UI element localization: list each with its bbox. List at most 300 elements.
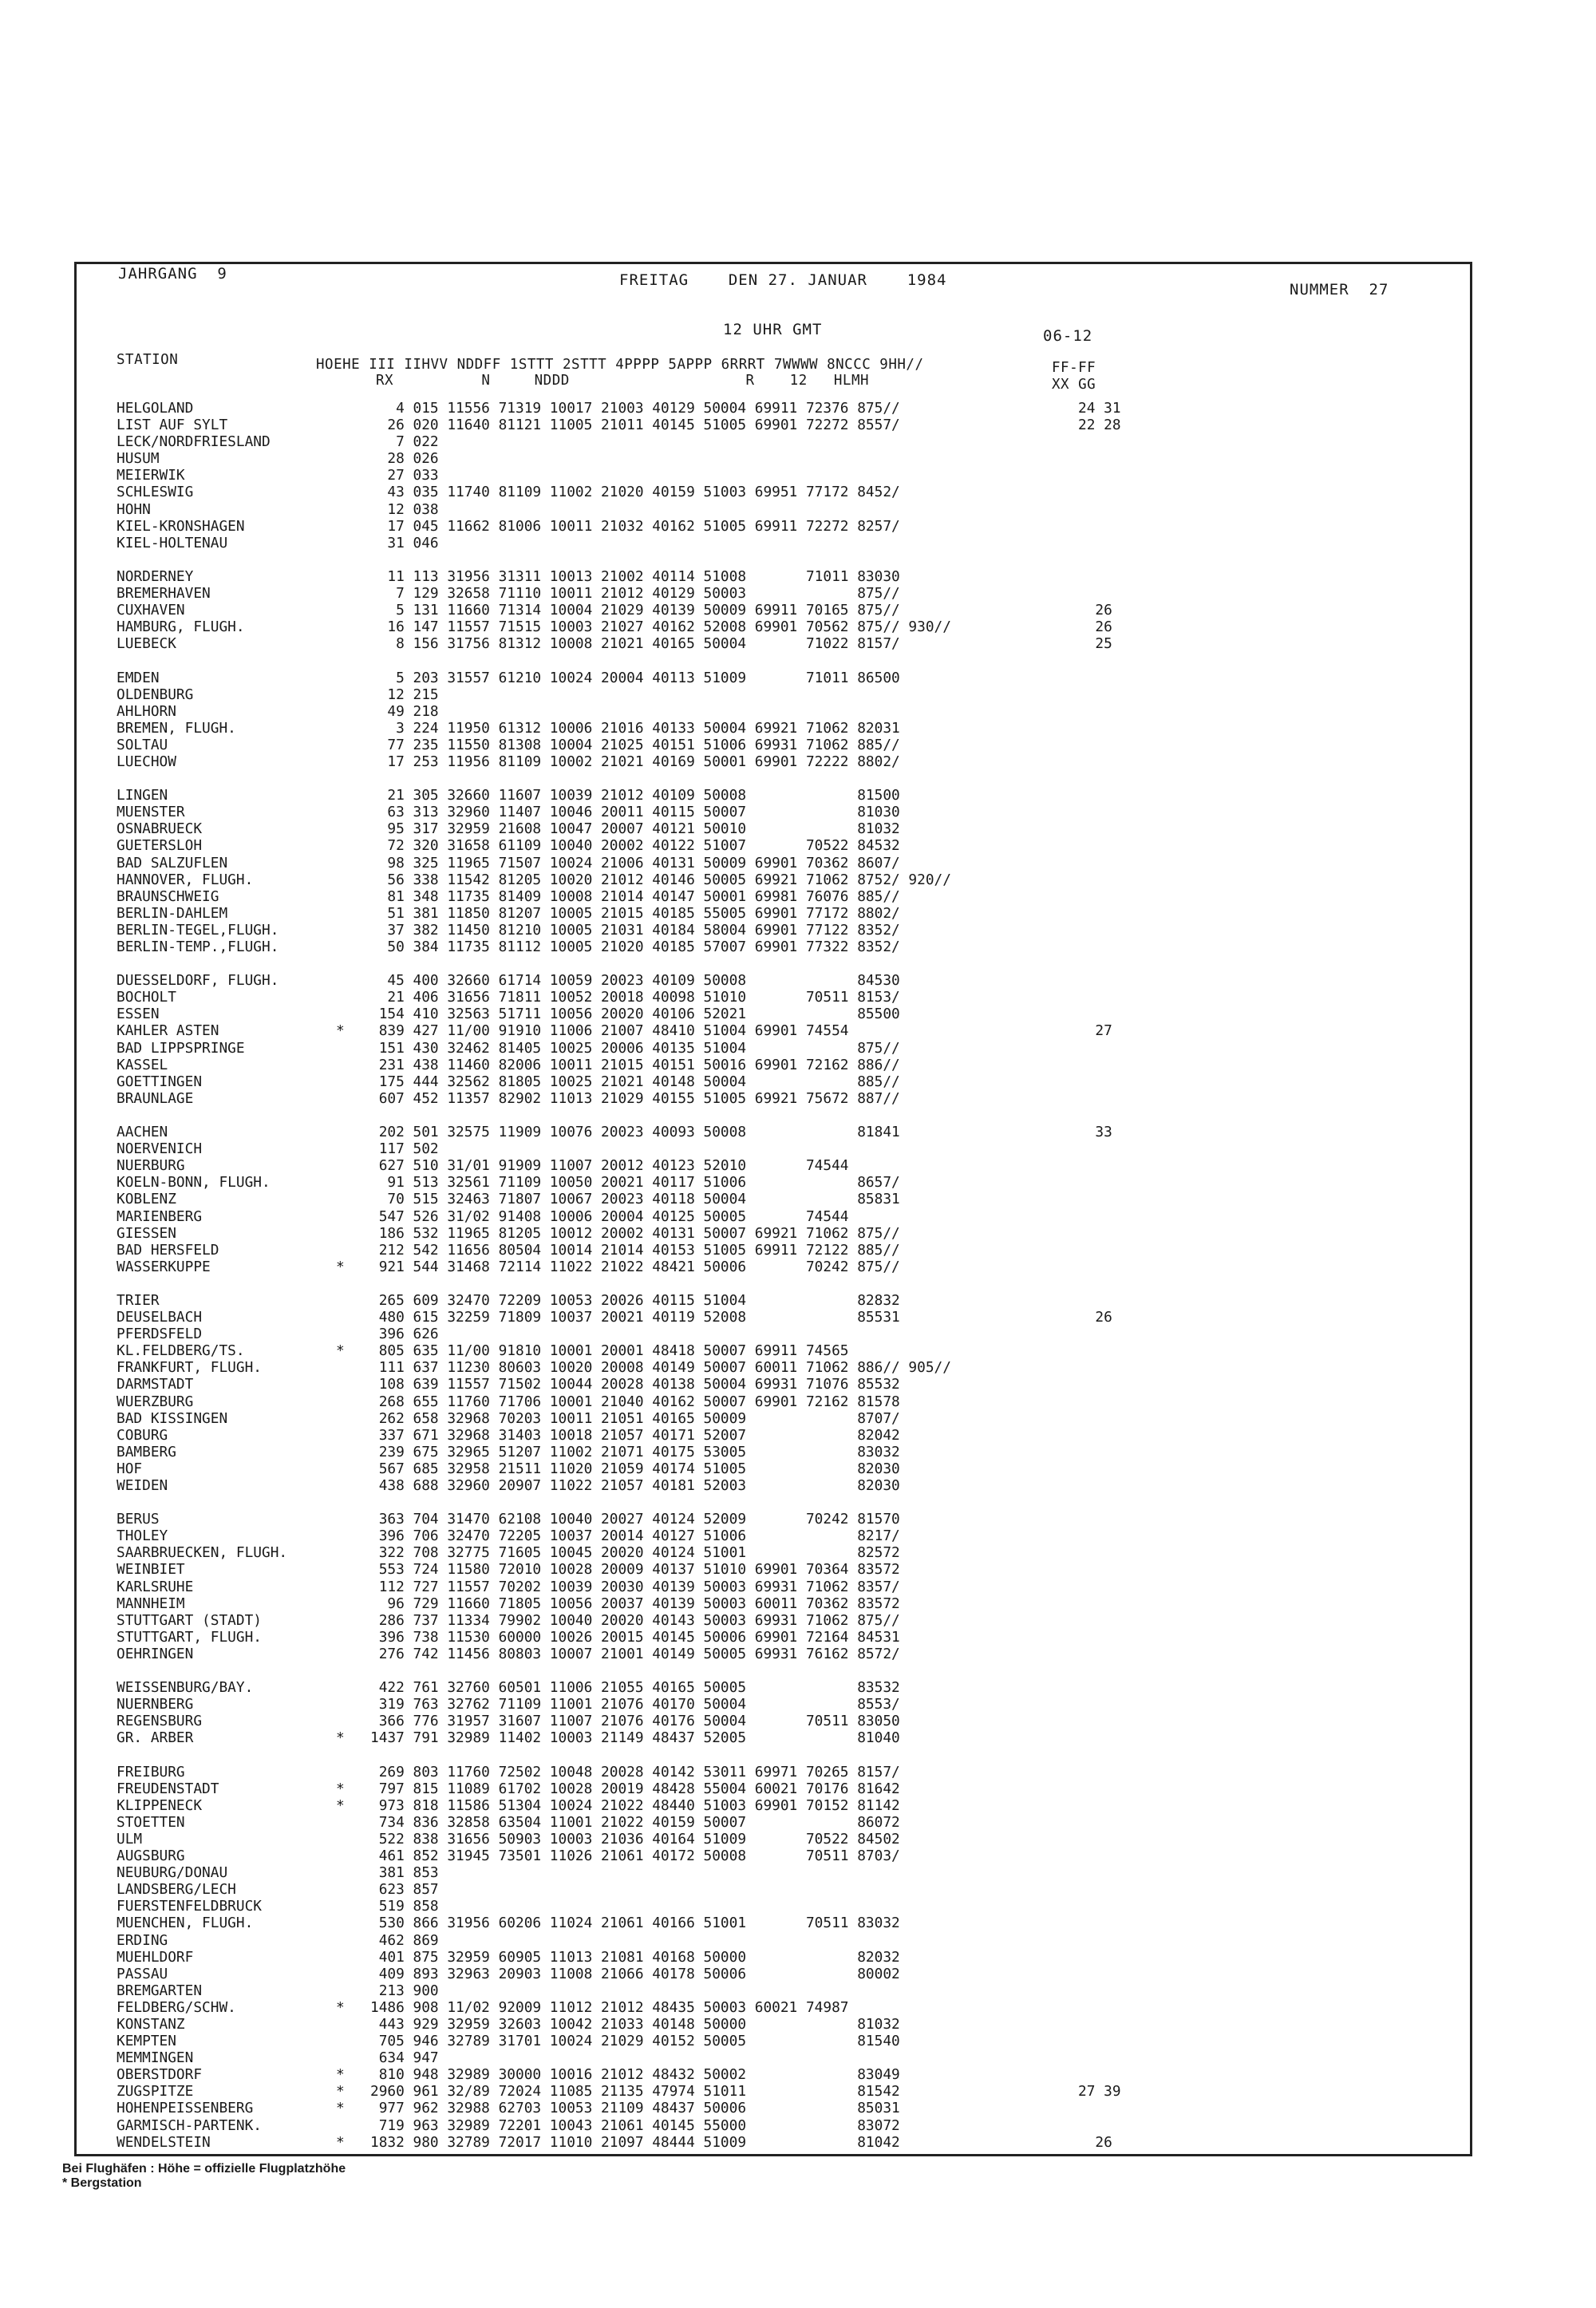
- observation-values: 95 317 32959 21608 10047 20007 40121 50010 81032: [370, 820, 900, 838]
- wind-gust-values: 26: [1078, 2133, 1112, 2151]
- mountain-station-marker: *: [336, 1022, 345, 1040]
- wind-gust-values: 26: [1078, 602, 1112, 619]
- observation-time: 12 UHR GMT: [723, 321, 823, 338]
- table-row: [117, 939, 1457, 955]
- station-name: COBURG: [117, 1426, 168, 1444]
- table-row: [117, 1174, 1457, 1191]
- station-name: BREMERHAVEN: [117, 585, 211, 603]
- table-row: [117, 1966, 1457, 1982]
- station-name: HELGOLAND: [117, 400, 194, 417]
- observation-values: 396 626: [370, 1326, 439, 1343]
- station-name: WEISSENBURG/BAY.: [117, 1679, 254, 1697]
- table-row: [117, 855, 1457, 871]
- table-row: [117, 450, 1457, 467]
- observation-values: 973 818 11586 51304 10024 21022 48440 51003 69901 70152 81142: [370, 1796, 900, 1814]
- station-name: OLDENBURG: [117, 686, 194, 703]
- ff-header-1: FF-FF: [1052, 360, 1096, 376]
- observation-values: 8 156 31756 81312 10008 21021 40165 50004 71022 8157/: [370, 635, 900, 653]
- observation-values: 443 929 32959 32603 10042 21033 40148 50000 81032: [370, 2016, 900, 2033]
- table-row: [117, 2117, 1457, 2134]
- table-row: [117, 535, 1457, 551]
- observation-values: 72 320 31658 61109 10040 20002 40122 51007 70522 84532: [370, 837, 900, 855]
- observation-values: 522 838 31656 50903 10003 21036 40164 51009 70522 84502: [370, 1830, 900, 1848]
- table-row: [117, 1898, 1457, 1915]
- station-name: DARMSTADT: [117, 1376, 194, 1393]
- station-name: BERLIN-DAHLEM: [117, 904, 228, 922]
- table-row: [117, 1140, 1457, 1157]
- station-name: BRAUNLAGE: [117, 1089, 194, 1107]
- table-row: [117, 720, 1457, 737]
- observation-values: 396 706 32470 72205 10037 20014 40127 51006 8217/: [370, 1527, 900, 1545]
- station-name: KOBLENZ: [117, 1191, 176, 1208]
- wind-gust-values: 26: [1078, 1309, 1112, 1326]
- observation-values: 401 875 32959 60905 11013 21081 40168 50000 82032: [370, 1948, 900, 1966]
- table-row: [117, 1629, 1457, 1646]
- observation-values: 322 708 32775 71605 10045 20020 40124 51001 82572: [370, 1544, 900, 1562]
- observation-values: 17 253 11956 81109 10002 21021 40169 50001 69901 72222 8802/: [370, 753, 900, 770]
- observation-values: 77 235 11550 81308 10004 21025 40151 51006 69931 71062 885//: [370, 736, 900, 753]
- station-name: GUETERSLOH: [117, 837, 203, 855]
- station-name: ULM: [117, 1830, 143, 1848]
- observation-values: 519 858: [370, 1898, 439, 1915]
- observation-values: 381 853: [370, 1864, 439, 1882]
- table-row: [117, 1057, 1457, 1073]
- table-row: [117, 1090, 1457, 1107]
- table-row: [117, 1797, 1457, 1814]
- observation-values: 154 410 32563 51711 10056 20020 40106 52021 85500: [370, 1006, 900, 1023]
- observation-values: 70 515 32463 71807 10067 20023 40118 50004 85831: [370, 1191, 900, 1208]
- table-row: [117, 2049, 1457, 2066]
- observation-values: 547 526 31/02 91408 10006 20004 40125 50005 74544: [370, 1207, 849, 1225]
- observation-values: 396 738 11530 60000 10026 20015 40145 50006 69901 72164 84531: [370, 1628, 900, 1646]
- mountain-station-marker: *: [336, 1342, 345, 1360]
- observation-values: 5 203 31557 61210 10024 20004 40113 51009 71011 86500: [370, 669, 900, 686]
- observation-values: 11 113 31956 31311 10013 21002 40114 51008 71011 83030: [370, 567, 900, 585]
- observation-values: 50 384 11735 81112 10005 21020 40185 57007 69901 77322 8352/: [370, 939, 900, 955]
- observation-values: 112 727 11557 70202 10039 20030 40139 50003 69931 71062 8357/: [370, 1578, 900, 1595]
- observation-values: 530 866 31956 60206 11024 21061 40166 51001 70511 83032: [370, 1915, 900, 1932]
- station-name: DEUSELBACH: [117, 1309, 203, 1326]
- observation-values: 734 836 32858 63504 11001 21022 40159 50007 86072: [370, 1813, 900, 1831]
- section-gap: [117, 955, 1457, 972]
- mountain-station-marker: *: [336, 1258, 345, 1275]
- station-name: BRAUNSCHWEIG: [117, 887, 219, 905]
- observation-values: 1437 791 32989 11402 10003 21149 48437 52005 81040: [370, 1729, 900, 1747]
- observation-values: 480 615 32259 71809 10037 20021 40119 52008 85531: [370, 1309, 900, 1326]
- table-row: [117, 1949, 1457, 1966]
- station-name: ESSEN: [117, 1006, 160, 1023]
- table-row: [117, 1511, 1457, 1527]
- observation-values: 213 900: [370, 1982, 439, 1999]
- station-name: KONSTANZ: [117, 2016, 185, 2033]
- table-row: [117, 1848, 1457, 1864]
- station-name: CUXHAVEN: [117, 602, 185, 619]
- observation-values: 797 815 11089 61702 10028 20019 48428 55004 60021 70176 81642: [370, 1780, 900, 1797]
- table-row: [117, 737, 1457, 753]
- table-row: [117, 1999, 1457, 2016]
- observation-values: 63 313 32960 11407 10046 20011 40115 50007 81030: [370, 804, 900, 821]
- station-name: ERDING: [117, 1931, 168, 1949]
- observation-values: 111 637 11230 80603 10020 20008 40149 50007 60011 71062 886// 905//: [370, 1359, 951, 1377]
- observation-values: 810 948 32989 30000 10016 21012 48432 50002 83049: [370, 2066, 900, 2084]
- table-row: [117, 1982, 1457, 1999]
- observation-values: 567 685 32958 21511 11020 21059 40174 51005 82030: [370, 1460, 900, 1477]
- section-gap: [117, 1494, 1457, 1511]
- observation-values: 977 962 32988 62703 10053 21109 48437 50006 85031: [370, 2100, 900, 2117]
- observation-values: 108 639 11557 71502 10044 20028 40138 50004 69931 71076 85532: [370, 1376, 900, 1393]
- observation-values: 1832 980 32789 72017 11010 21097 48444 51009 81042: [370, 2133, 900, 2151]
- observation-values: 705 946 32789 31701 10024 21029 40152 50005 81540: [370, 2033, 900, 2050]
- table-row: [117, 670, 1457, 686]
- observation-values: 212 542 11656 80504 10014 21014 40153 51005 69911 72122 885//: [370, 1241, 900, 1259]
- station-name: LUECHOW: [117, 753, 176, 770]
- observation-values: 634 947: [370, 2049, 439, 2067]
- station-name: LUEBECK: [117, 635, 176, 653]
- station-name: OEHRINGEN: [117, 1645, 194, 1662]
- station-name: SOLTAU: [117, 736, 168, 753]
- observation-values: 28 026: [370, 450, 439, 468]
- table-row: [117, 618, 1457, 635]
- table-row: [117, 1864, 1457, 1881]
- table-row: [117, 635, 1457, 652]
- station-name: REGENSBURG: [117, 1713, 203, 1730]
- observation-values: 49 218: [370, 702, 439, 720]
- station-name: MARIENBERG: [117, 1207, 203, 1225]
- table-row: [117, 1427, 1457, 1444]
- station-name: EMDEN: [117, 669, 160, 686]
- station-name: LANDSBERG/LECH: [117, 1881, 236, 1899]
- observation-values: 96 729 11660 71805 10056 20037 40139 50003 60011 70362 83572: [370, 1595, 900, 1612]
- station-name: KLIPPENECK: [117, 1796, 203, 1814]
- table-row: [117, 1359, 1457, 1376]
- observation-values: 286 737 11334 79902 10040 20020 40143 50003 69931 71062 875//: [370, 1611, 900, 1629]
- observation-values: 81 348 11735 81409 10008 21014 40147 50001 69981 76076 885//: [370, 887, 900, 905]
- table-row: [117, 518, 1457, 535]
- section-gap: [117, 551, 1457, 568]
- table-row: [117, 1225, 1457, 1242]
- table-row: [117, 1831, 1457, 1848]
- station-name: GR. ARBER: [117, 1729, 194, 1747]
- issue-number: NUMMER 27: [1290, 281, 1389, 298]
- mountain-station-marker: *: [336, 2133, 345, 2151]
- mountain-station-marker: *: [336, 1998, 345, 2016]
- table-row: [117, 2066, 1457, 2083]
- observation-values: 5 131 11660 71314 10004 21029 40139 50009 69911 70165 875//: [370, 602, 900, 619]
- table-row: [117, 501, 1457, 518]
- observation-values: 21 305 32660 11607 10039 21012 40109 50008 81500: [370, 787, 900, 804]
- station-name: NUERNBERG: [117, 1696, 194, 1713]
- table-row: [117, 686, 1457, 703]
- observation-values: 1486 908 11/02 92009 11012 21012 48435 50003 60021 74987: [370, 1998, 849, 2016]
- table-row: [117, 1376, 1457, 1393]
- station-name: BAD KISSINGEN: [117, 1409, 228, 1427]
- observation-values: 366 776 31957 31607 11007 21076 40176 50004 70511 83050: [370, 1713, 900, 1730]
- table-row: [117, 1561, 1457, 1578]
- footnote-mountain-station: * Bergstation: [62, 2176, 142, 2190]
- observation-values: 91 513 32561 71109 10050 20021 40117 51006 8657/: [370, 1174, 900, 1192]
- table-row: [117, 1292, 1457, 1309]
- station-name: STUTTGART, FLUGH.: [117, 1628, 262, 1646]
- station-name: KIEL-HOLTENAU: [117, 534, 228, 551]
- observation-values: 627 510 31/01 91909 11007 20012 40123 52010 74544: [370, 1157, 849, 1175]
- table-row: [117, 585, 1457, 602]
- table-row: [117, 820, 1457, 837]
- observation-values: 45 400 32660 61714 10059 20023 40109 50008 84530: [370, 972, 900, 990]
- observation-values: 2960 961 32/89 72024 11085 21135 47974 51011 81542: [370, 2083, 900, 2101]
- table-row: [117, 1444, 1457, 1460]
- station-name: FELDBERG/SCHW.: [117, 1998, 236, 2016]
- footnote-airports: Bei Flughäfen : Höhe = offizielle Flugplatzhöhe: [62, 2162, 346, 2176]
- report-date: FREITAG DEN 27. JANUAR 1984: [619, 271, 947, 289]
- observation-values: 265 609 32470 72209 10053 20026 40115 51004 82832: [370, 1291, 900, 1309]
- table-row: [117, 703, 1457, 720]
- table-row: [117, 484, 1457, 500]
- station-name: PFERDSFELD: [117, 1326, 203, 1343]
- mountain-station-marker: *: [336, 2066, 345, 2084]
- table-row: [117, 1595, 1457, 1612]
- station-name: NUERBURG: [117, 1157, 185, 1175]
- station-name: FUERSTENFELDBRUCK: [117, 1898, 262, 1915]
- table-row: [117, 1713, 1457, 1729]
- station-name: FRANKFURT, FLUGH.: [117, 1359, 262, 1377]
- table-row: [117, 1932, 1457, 1949]
- station-name: LINGEN: [117, 787, 168, 804]
- station-name: GIESSEN: [117, 1224, 176, 1242]
- observation-values: 805 635 11/00 91810 10001 20001 48418 50007 69911 74565: [370, 1342, 849, 1360]
- station-name: BERUS: [117, 1511, 160, 1528]
- observation-values: 21 406 31656 71811 10052 20018 40098 51010 70511 8153/: [370, 989, 900, 1006]
- observation-values: 337 671 32968 31403 10018 21057 40171 52007 82042: [370, 1426, 900, 1444]
- table-row: [117, 2016, 1457, 2033]
- table-row: [117, 1477, 1457, 1494]
- observation-values: 276 742 11456 80803 10007 21001 40149 50005 69931 76162 8572/: [370, 1645, 900, 1662]
- table-row: [117, 1073, 1457, 1090]
- table-row: [117, 1022, 1457, 1039]
- observation-values: 175 444 32562 81805 10025 21021 40148 50004 885//: [370, 1073, 900, 1090]
- section-gap: [117, 770, 1457, 787]
- observation-values: 839 427 11/00 91910 11006 21007 48410 51004 69901 74554: [370, 1022, 849, 1040]
- table-row: [117, 1696, 1457, 1713]
- section-gap: [117, 1275, 1457, 1292]
- station-name: MEMMINGEN: [117, 2049, 194, 2067]
- station-name: BAD HERSFELD: [117, 1241, 219, 1259]
- table-row: [117, 1764, 1457, 1780]
- station-name: KL.FELDBERG/TS.: [117, 1342, 245, 1360]
- period-label: 06-12: [1043, 327, 1093, 345]
- observation-values: 719 963 32989 72201 10043 21061 40145 55000 83072: [370, 2116, 900, 2134]
- station-name: NEUBURG/DONAU: [117, 1864, 228, 1882]
- station-name: NORDERNEY: [117, 567, 194, 585]
- observation-values: 319 763 32762 71109 11001 21076 40170 50004 8553/: [370, 1696, 900, 1713]
- table-row: [117, 1342, 1457, 1359]
- station-name: FREUDENSTADT: [117, 1780, 219, 1797]
- station-name: BAMBERG: [117, 1443, 176, 1460]
- station-name: GARMISCH-PARTENK.: [117, 2116, 262, 2134]
- table-row: [117, 837, 1457, 854]
- station-name: KEMPTEN: [117, 2033, 176, 2050]
- table-row: [117, 417, 1457, 433]
- wind-gust-values: 25: [1078, 635, 1112, 653]
- table-row: [117, 1124, 1457, 1140]
- station-name: AHLHORN: [117, 702, 176, 720]
- station-name: NOERVENICH: [117, 1140, 203, 1158]
- table-row: [117, 1410, 1457, 1427]
- station-name: MUEHLDORF: [117, 1948, 194, 1966]
- table-row: [117, 888, 1457, 905]
- station-name: WENDELSTEIN: [117, 2133, 211, 2151]
- wind-gust-values: 26: [1078, 618, 1112, 636]
- observation-values: 37 382 11450 81210 10005 21031 40184 58004 69901 77122 8352/: [370, 921, 900, 939]
- table-row: [117, 871, 1457, 888]
- wind-gust-values: 27 39: [1078, 2083, 1121, 2101]
- station-name: AUGSBURG: [117, 1848, 185, 1865]
- observation-values: 4 015 11556 71319 10017 21003 40129 50004 69911 72376 875//: [370, 400, 900, 417]
- station-name: KARLSRUHE: [117, 1578, 194, 1595]
- table-row: [117, 433, 1457, 450]
- station-name: SAARBRUECKEN, FLUGH.: [117, 1544, 288, 1562]
- table-row: [117, 905, 1457, 922]
- station-name: BERLIN-TEGEL,FLUGH.: [117, 921, 279, 939]
- station-name: MEIERWIK: [117, 467, 185, 484]
- table-row: [117, 1006, 1457, 1022]
- observation-values: 51 381 11850 81207 10005 21015 40185 55005 69901 77172 8802/: [370, 904, 900, 922]
- wind-gust-values: 33: [1078, 1124, 1112, 1141]
- observation-values: 27 033: [370, 467, 439, 484]
- station-name: HANNOVER, FLUGH.: [117, 871, 254, 888]
- observation-values: 16 147 11557 71515 10003 21027 40162 52008 69901 70562 875// 930//: [370, 618, 951, 636]
- mountain-station-marker: *: [336, 1796, 345, 1814]
- table-row: [117, 1915, 1457, 1931]
- mountain-station-marker: *: [336, 2083, 345, 2101]
- table-row: [117, 1259, 1457, 1275]
- observation-values: 26 020 11640 81121 11005 21011 40145 51005 69901 72272 8557/: [370, 417, 900, 434]
- volume-label: JAHRGANG 9: [118, 265, 227, 283]
- observation-values: 117 502: [370, 1140, 439, 1158]
- table-row: [117, 1326, 1457, 1342]
- station-name: HUSUM: [117, 450, 160, 468]
- table-row: [117, 1157, 1457, 1174]
- station-name: BAD LIPPSPRINGE: [117, 1039, 245, 1057]
- station-column-header: STATION: [117, 352, 179, 368]
- station-name: DUESSELDORF, FLUGH.: [117, 972, 279, 990]
- table-row: [117, 1646, 1457, 1662]
- table-row: [117, 2100, 1457, 2116]
- station-name: WASSERKUPPE: [117, 1258, 211, 1275]
- station-name: PASSAU: [117, 1965, 168, 1982]
- observation-values: 31 046: [370, 534, 439, 551]
- section-gap: [117, 1107, 1457, 1124]
- table-row: [117, 1814, 1457, 1831]
- wind-gust-values: 22 28: [1078, 417, 1121, 434]
- table-row: [117, 787, 1457, 804]
- observation-values: 43 035 11740 81109 11002 21020 40159 51003 69951 77172 8452/: [370, 484, 900, 501]
- station-name: STOETTEN: [117, 1813, 185, 1831]
- table-row: [117, 1242, 1457, 1259]
- station-name: KAHLER ASTEN: [117, 1022, 219, 1040]
- observation-values: 17 045 11662 81006 10011 21032 40162 51005 69911 72272 8257/: [370, 517, 900, 535]
- observation-values: 239 675 32965 51207 11002 21071 40175 53005 83032: [370, 1443, 900, 1460]
- table-row: [117, 568, 1457, 585]
- table-row: [117, 1544, 1457, 1561]
- observation-values: 56 338 11542 81205 10020 21012 40146 50005 69921 71062 8752/ 920//: [370, 871, 951, 888]
- station-name: WEINBIET: [117, 1561, 185, 1579]
- observation-values: 363 704 31470 62108 10040 20027 40124 52009 70242 81570: [370, 1511, 900, 1528]
- table-row: [117, 2033, 1457, 2049]
- report-frame: [74, 262, 1472, 2156]
- observation-values: 12 215: [370, 686, 439, 703]
- observation-values: 12 038: [370, 500, 439, 518]
- mountain-station-marker: *: [336, 1780, 345, 1797]
- station-name: HAMBURG, FLUGH.: [117, 618, 245, 636]
- station-name: OBERSTDORF: [117, 2066, 203, 2084]
- wind-gust-values: 24 31: [1078, 400, 1121, 417]
- observation-values: 553 724 11580 72010 10028 20009 40137 51010 69901 70364 83572: [370, 1561, 900, 1579]
- station-name: BAD SALZUFLEN: [117, 854, 228, 871]
- observation-values: 607 452 11357 82902 11013 21029 40155 51005 69921 75672 887//: [370, 1089, 900, 1107]
- observation-values: 7 022: [370, 433, 439, 451]
- station-name: KIEL-KRONSHAGEN: [117, 517, 245, 535]
- station-name: SCHLESWIG: [117, 484, 194, 501]
- table-row: [117, 1527, 1457, 1544]
- observation-values: 231 438 11460 82006 10011 21015 40151 50016 69901 72162 886//: [370, 1056, 900, 1073]
- station-name: FREIBURG: [117, 1763, 185, 1780]
- station-name: ZUGSPITZE: [117, 2083, 194, 2101]
- table-row: [117, 1191, 1457, 1207]
- observation-values: 438 688 32960 20907 11022 21057 40181 52003 82030: [370, 1477, 900, 1494]
- station-name: MANNHEIM: [117, 1595, 185, 1612]
- table-row: [117, 1579, 1457, 1595]
- table-row: [117, 753, 1457, 770]
- mountain-station-marker: *: [336, 1729, 345, 1747]
- station-name: BERLIN-TEMP.,FLUGH.: [117, 939, 279, 955]
- table-row: [117, 1679, 1457, 1696]
- station-name: BREMGARTEN: [117, 1982, 203, 1999]
- station-name: WUERZBURG: [117, 1393, 194, 1410]
- section-gap: [117, 652, 1457, 669]
- station-name: BOCHOLT: [117, 989, 176, 1006]
- table-row: [117, 1393, 1457, 1410]
- observation-values: 409 893 32963 20903 11008 21066 40178 50006 80002: [370, 1965, 900, 1982]
- table-row: [117, 1780, 1457, 1797]
- station-name: GOETTINGEN: [117, 1073, 203, 1090]
- section-gap: [117, 1662, 1457, 1679]
- table-row: [117, 1208, 1457, 1225]
- station-name: MUENCHEN, FLUGH.: [117, 1915, 254, 1932]
- observation-values: 98 325 11965 71507 10024 21006 40131 50009 69901 70362 8607/: [370, 854, 900, 871]
- table-row: [117, 989, 1457, 1006]
- table-row: [117, 467, 1457, 484]
- table-row: [117, 1309, 1457, 1326]
- observation-values: 7 129 32658 71110 10011 21012 40129 50003 875//: [370, 585, 900, 603]
- observation-values: 623 857: [370, 1881, 439, 1899]
- observation-values: 268 655 11760 71706 10001 21040 40162 50007 69901 72162 81578: [370, 1393, 900, 1410]
- observation-values: 462 869: [370, 1931, 439, 1949]
- station-name: HOHENPEISSENBERG: [117, 2100, 254, 2117]
- observation-values: 461 852 31945 73501 11026 21061 40172 50008 70511 8703/: [370, 1848, 900, 1865]
- table-row: [117, 1729, 1457, 1746]
- table-row: [117, 602, 1457, 618]
- observation-values: 3 224 11950 61312 10006 21016 40133 50004 69921 71062 82031: [370, 719, 900, 737]
- observation-values: 269 803 11760 72502 10048 20028 40142 53011 69971 70265 8157/: [370, 1763, 900, 1780]
- station-name: STUTTGART (STADT): [117, 1611, 262, 1629]
- table-row: [117, 972, 1457, 989]
- station-name: LIST AUF SYLT: [117, 417, 228, 434]
- observation-values: 262 658 32968 70203 10011 21051 40165 50009 8707/: [370, 1409, 900, 1427]
- code-columns-header-2: RX N NDDD R 12 HLMH: [376, 373, 870, 389]
- table-row: [117, 2083, 1457, 2100]
- code-columns-header-1: HOEHE III IIHVV NDDFF 1STTT 2STTT 4PPPP 5APPP 6RRRT 7WWWW 8NCCC 9HH//: [316, 357, 924, 373]
- mountain-station-marker: *: [336, 2100, 345, 2117]
